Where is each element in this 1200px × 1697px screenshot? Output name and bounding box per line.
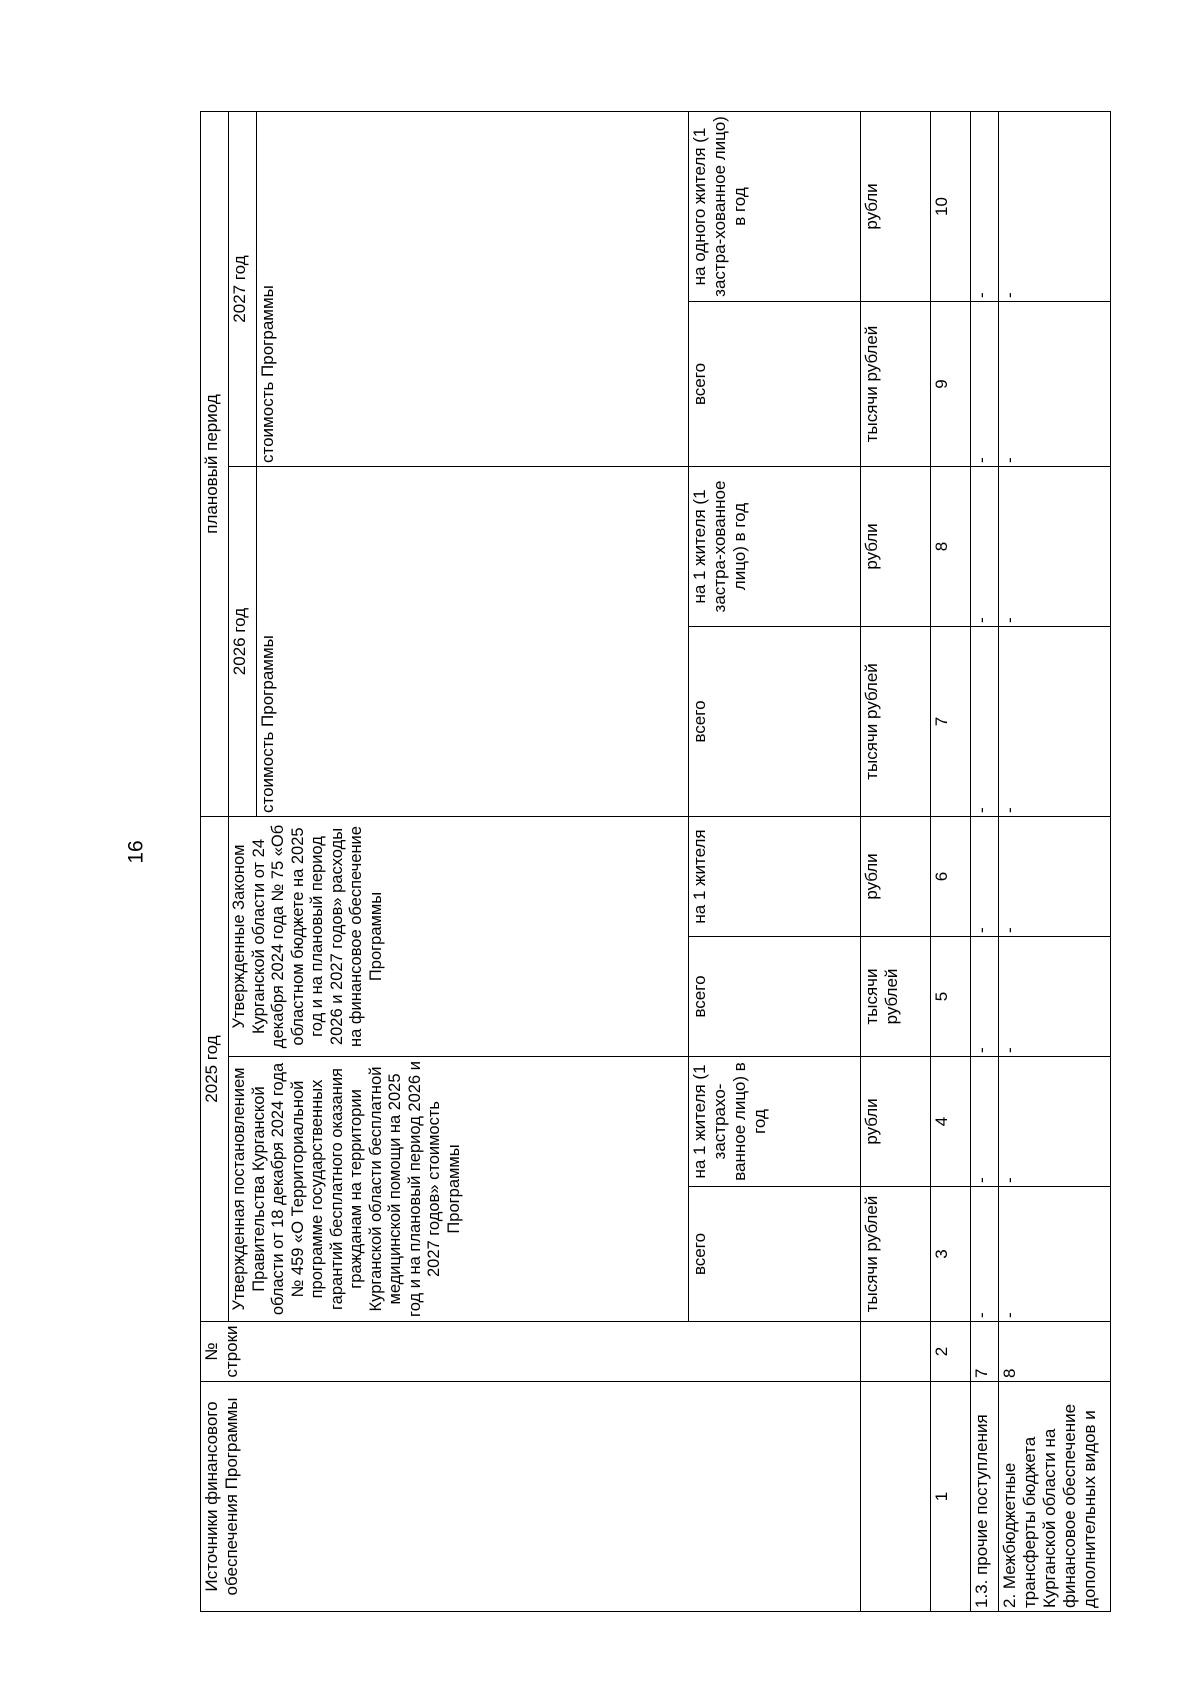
col-number-10: 10 xyxy=(931,111,971,301)
header-per-insured-10: на одного жителя (1 застра-хованное лицо) в год xyxy=(689,111,861,301)
header-total-9: всего xyxy=(689,302,861,467)
unit-rub-4: рубли xyxy=(861,1057,931,1187)
col-number-1: 1 xyxy=(931,1382,971,1612)
cell-value: - xyxy=(999,817,1111,937)
cell-value: - xyxy=(971,1187,999,1322)
col-number-8: 8 xyxy=(931,467,971,627)
header-year-2025: 2025 год xyxy=(201,817,229,1322)
cell-value: - xyxy=(999,1187,1111,1322)
row-number: 7 xyxy=(971,1322,999,1382)
unit-thousand-3: тысячи рублей xyxy=(861,1187,931,1322)
unit-thousand-5: тысячи рублей xyxy=(861,937,931,1057)
header-cost-2026: стоимость Программы xyxy=(257,467,689,817)
cell-value: - xyxy=(971,302,999,467)
header-row-no: № строки xyxy=(201,1322,861,1382)
cell-value: - xyxy=(999,1057,1111,1187)
cell-value: - xyxy=(971,817,999,937)
col-number-6: 6 xyxy=(931,817,971,937)
col-number-2: 2 xyxy=(931,1322,971,1382)
unit-rub-6: рубли xyxy=(861,817,931,937)
col-number-7: 7 xyxy=(931,627,971,817)
header-total-3: всего xyxy=(689,1187,861,1322)
row-source: 2. Межбюджетные трансферты бюджета Курганской области на финансовое обеспечение дополнительных видов и xyxy=(999,1382,1111,1612)
cell-value: - xyxy=(971,467,999,627)
unit-rub-8: рубли xyxy=(861,467,931,627)
cell-value: - xyxy=(971,937,999,1057)
header-per-insured-4: на 1 жителя (1 застрахо-ванное лицо) в год xyxy=(689,1057,861,1187)
unit-thousand-7: тысячи рублей xyxy=(861,627,931,817)
header-year-2026: 2026 год xyxy=(229,467,257,817)
financing-table xyxy=(200,111,1111,1612)
row-number: 8 xyxy=(999,1322,1111,1382)
rotated-table-container xyxy=(200,112,1150,1612)
header-approved-decree: Утвержденная постановлением Правительства Курганской области от 18 декабря 2024 года № 459 «О Территориальной программе государственных гарантий бесплатного оказания гражданам на территории Курганской области бесплатной медицинской помощи на 2025 год и на плановый период 2026 и 2027 годов» стоимость Программы xyxy=(229,1057,689,1322)
page-number: 16 xyxy=(124,840,148,864)
cell-value: - xyxy=(999,111,1111,301)
unit-thousand-9: тысячи рублей xyxy=(861,302,931,467)
unit-empty-2 xyxy=(861,1322,931,1382)
cell-value: - xyxy=(999,627,1111,817)
table-row xyxy=(971,111,999,1611)
header-source: Источники финансового обеспечения Программы xyxy=(201,1382,861,1612)
col-number-9: 9 xyxy=(931,302,971,467)
cell-value: - xyxy=(999,937,1111,1057)
unit-empty-1 xyxy=(861,1382,931,1612)
col-number-3: 3 xyxy=(931,1187,971,1322)
cell-value: - xyxy=(971,627,999,817)
header-per-insured-8: на 1 жителя (1 застра-хованное лицо) в год xyxy=(689,467,861,627)
header-total-5: всего xyxy=(689,937,861,1057)
header-approved-law: Утвержденные Законом Курганской области от 24 декабря 2024 года № 75 «Об областном бюджете на 2025 год и на плановый период 2026 и 2027 годов» расходы на финансовое обеспечение Программы xyxy=(229,817,689,1057)
cell-value: - xyxy=(999,467,1111,627)
header-per-resident-6: на 1 жителя xyxy=(689,817,861,937)
col-number-4: 4 xyxy=(931,1057,971,1187)
cell-value: - xyxy=(971,111,999,301)
row-source: 1.3. прочие поступления xyxy=(971,1382,999,1612)
header-planned-period: плановый период xyxy=(201,111,229,816)
cell-value: - xyxy=(999,302,1111,467)
header-year-2027: 2027 год xyxy=(229,111,257,466)
col-number-5: 5 xyxy=(931,937,971,1057)
header-cost-2027: стоимость Программы xyxy=(257,111,689,466)
header-total-7: всего xyxy=(689,627,861,817)
unit-rub-10: рубли xyxy=(861,111,931,301)
cell-value: - xyxy=(971,1057,999,1187)
table-row xyxy=(999,111,1111,1611)
